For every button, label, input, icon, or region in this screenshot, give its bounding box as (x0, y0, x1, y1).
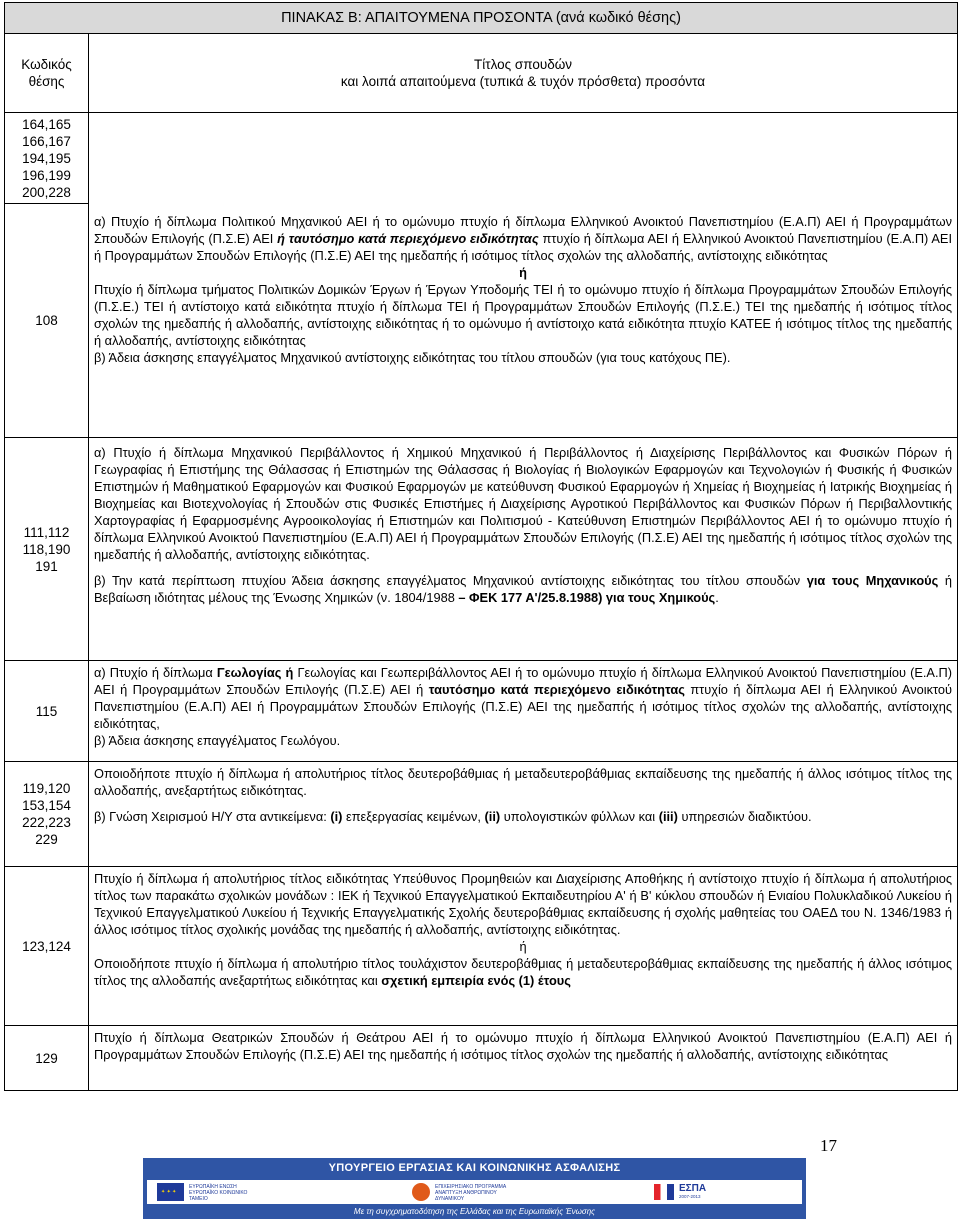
emphasis-text: για τους Μηχανικούς (806, 573, 939, 588)
position-code-header-line1: Κωδικός (21, 57, 72, 72)
text-run: α) Πτυχίο ή δίπλωμα Πολιτικού Μηχανικού ΑΕΙ ή το ομώνυμο πτυχίο ή δίπλωμα Ελληνικού Ανοικτού Πανεπιστημίου (Ε.Α.Π) ΑΕΙ ή Προγραμμάτων Σπουδών Επιλογής (Π.Σ.Ε) ΑΕΙ (94, 214, 953, 246)
emphasis-text: (iii) (658, 809, 678, 824)
text-run: β) Άδεια άσκησης επαγγέλματος Μηχανικού αντίστοιχης ειδικότητας του τίτλου σπουδών (για τους κατόχους ΠΕ). (94, 350, 731, 365)
position-code-115: 115 (5, 661, 89, 762)
eu-label: ΕΥΡΩΠΑΪΚΗ ΕΝΩΣΗ ΕΥΡΩΠΑΪΚΟ ΚΟΙΝΩΝΙΚΟ ΤΑΜΕΙΟ (189, 1184, 248, 1202)
position-codes (5, 762, 89, 867)
position-code: 196,199 (22, 167, 71, 183)
page-number: 17 (820, 1136, 837, 1155)
license-requirement (94, 349, 952, 366)
position-code: 166,167 (22, 133, 71, 149)
position-code-header (5, 34, 89, 113)
position-code: 191 (35, 558, 58, 574)
qualification-paragraph (94, 808, 952, 825)
qualification-paragraph (94, 213, 952, 264)
espa-period: 2007-2013 (679, 1194, 701, 1199)
emphasis-text: ταυτόσημο κατά περιεχόμενο ειδικότητας (428, 682, 685, 697)
qualification-paragraph (94, 664, 952, 732)
qualifications-111 (89, 438, 958, 661)
table-row (5, 762, 958, 867)
text-run: . (715, 590, 719, 605)
position-code: 194,195 (22, 150, 71, 166)
position-code-123: 123,124 (5, 867, 89, 1026)
position-code: 222,223 (22, 815, 71, 830)
position-codes (5, 438, 89, 661)
eu-flag-icon (157, 1183, 184, 1201)
table-row (5, 113, 958, 204)
or-separator: ή (519, 265, 527, 280)
qualification-paragraph: Πτυχίο ή δίπλωμα ή απολυτήριος τίτλος ειδικότητας Υπεύθυνος Προμηθειών και Διαχείρισης Αποθήκης ή αντίστοιχο πτυχίο ή δίπλωμα ή απολυτήριος τίτλος των παρακάτω σχολικών μονάδων : ΙΕΚ ή Τεχνικού Επαγγελματικού Εκπαιδευτηρίου Α' ή Β' κύκλου σπουδών ή Ενιαίου Πολυκλαδικού Λυκείου ή Τεχνικού Επαγγελματικού Λυκείου ή Τεχνικής Επαγγελματικής Σχολής δευτεροβάθμιας εκπαίδευσης ή σχολής μαθητείας του ΟΑΕΔ του Ν. 1346/1983 ή άλλος ισότιμος τίτλος σχολικής μονάδας της ημεδαπής ή αλλοδαπής, αντίστοιχης ειδικότητας. (94, 871, 953, 937)
position-code-108: 108 (5, 204, 89, 438)
ministry-title: ΥΠΟΥΡΓΕΙΟ ΕΡΓΑΣΙΑΣ ΚΑΙ ΚΟΙΝΩΝΙΚΗΣ ΑΣΦΑΛΙΣΗΣ (328, 1162, 621, 1174)
text-run: β) Την κατά περίπτωση πτυχίου Άδεια άσκησης επαγγέλματος Μηχανικού αντίστοιχης ειδικότητας του τίτλου σπουδών (94, 573, 807, 588)
position-code: 153,154 (22, 798, 71, 813)
program-label: ΕΠΙΧΕΙΡΗΣΙΑΚΟ ΠΡΟΓΡΑΜΜΑ ΑΝΑΠΤΥΞΗ ΑΝΘΡΩΠΙΝΟΥ ΔΥΝΑΜΙΚΟΥ (435, 1184, 506, 1202)
qualifications-119 (89, 762, 958, 867)
text-run: υπηρεσιών διαδικτύου. (677, 809, 812, 824)
emphasis-text: (ii) (484, 809, 501, 824)
cofinance-note: Με τη συγχρηματοδότηση της Ελλάδας και της Ευρωπαϊκής Ένωσης (353, 1207, 596, 1216)
table-row (5, 1026, 958, 1091)
text-run: πτυχίο ή δίπλωμα ΑΕΙ ή Ελληνικού Ανοικτού Πανεπιστημίου (Ε.Α.Π) ΑΕΙ ή Προγραμμάτων Σπουδών Επιλογής (Π.Σ.Ε) ΑΕΙ της ημεδαπής ή ισότιμος τίτλος σχολών της αλλοδαπής, αντίστοιχης ειδικότητας (94, 231, 953, 263)
position-code: 119,120 (22, 781, 71, 796)
text-run: επεξεργασίας κειμένων, (342, 809, 485, 824)
position-code-header-line2: θέσης (28, 74, 65, 89)
qualifications-header (89, 34, 958, 113)
license-requirement: β) Άδεια άσκησης επαγγέλματος Γεωλόγου. (94, 733, 341, 748)
table-header-row (5, 34, 958, 113)
text-run: ή Βεβαίωση ιδιότητας μέλους της Ένωσης Χημικών (ν. 1804/1988 (94, 573, 953, 605)
text-run: πτυχίο ή δίπλωμα ΑΕΙ ή Ελληνικού Ανοικτού Πανεπιστημίου (Ε.Α.Π) ΑΕΙ ή Προγραμμάτων Σπουδών Επιλογής (Π.Σ.Ε) ΑΕΙ της ημεδαπής ή ισότιμος τίτλος σχολών της αλλοδαπής, αντίστοιχης ειδικότητας, (94, 682, 953, 731)
text-run: Γεωλογίας και Γεωπεριβάλλοντος ΑΕΙ ή το ομώνυμο πτυχίο ή δίπλωμα Ελληνικού Ανοικτού Πανεπιστημίου (Ε.Α.Π) ΑΕΙ ή Προγραμμάτων Σπουδών Επιλογής (Π.Σ.Ε) ΑΕΙ ή (94, 665, 953, 697)
emphasis-text: ή ταυτόσημο κατά περιεχόμενο ειδικότητας (277, 231, 539, 246)
espa-logo-icon (654, 1184, 674, 1200)
position-code: 229 (35, 832, 58, 847)
emphasis-text: σχετική εμπειρία ενός (1) έτους (381, 973, 571, 988)
program-logo-icon (412, 1183, 430, 1201)
qualifications-129: Πτυχίο ή δίπλωμα Θεατρικών Σπουδών ή Θεάτρου ΑΕΙ ή το ομώνυμο πτυχίο ή δίπλωμα Ελληνικού Ανοικτού Πανεπιστημίου (Ε.Α.Π) ΑΕΙ ή Προγραμμάτων Σπουδών Επιλογής (Π.Σ.Ε) ΑΕΙ της ημεδαπής ή ισότιμος τίτλος σχολών της ημεδαπής ή αλλοδαπής, αντίστοιχης ειδικότητας (89, 1026, 958, 1091)
text-run: α) Πτυχίο ή δίπλωμα (94, 665, 217, 680)
qualifications-header-line2: και λοιπά απαιτούμενα (τυπικά & τυχόν πρόσθετα) προσόντα (340, 74, 706, 89)
qualification-paragraph: Πτυχίο ή δίπλωμα τμήματος Πολιτικών Δομικών Έργων ή Έργων Υποδομής ΤΕΙ ή το ομώνυμο πτυχίο ή δίπλωμα Προγραμμάτων Σπουδών Επιλογής (Π.Σ.Ε.) ΤΕΙ ή αντίστοιχο κατά ειδικότητα πτυχίο ή δίπλωμα ΤΕΙ ή Προγραμμάτων Σπουδών Επιλογής (Π.Σ.Ε.) ΤΕΙ της ημεδαπής ή ισότιμος τίτλος σχολών της ημεδαπής ή αλλοδαπής, αντίστοιχης ειδικότητας ή το ομώνυμο ή αντίστοιχο κατά ειδικότητα πτυχίο ΚΑΤΕΕ ή ισότιμος τίτλος της ημεδαπής ή αλλοδαπής, αντίστοιχης ειδικότητας (94, 282, 953, 348)
position-code: 118,190 (22, 541, 71, 557)
or-separator: ή (519, 939, 527, 954)
text-run: β) Γνώση Χειρισμού Η/Υ στα αντικείμενα: (94, 809, 331, 824)
position-code-129: 129 (5, 1026, 89, 1091)
table-row (5, 661, 958, 762)
qualification-paragraph (94, 955, 952, 989)
position-code: 200,228 (22, 184, 71, 200)
text-run: υπολογιστικών φύλλων και (500, 809, 659, 824)
logo-strip (147, 1180, 802, 1204)
qualification-paragraph (94, 572, 952, 606)
emphasis-text: Γεωλογίας ή (216, 665, 294, 680)
position-code: 111,112 (23, 524, 70, 540)
table-row (5, 867, 958, 1026)
qualification-paragraph: α) Πτυχίο ή δίπλωμα Μηχανικού Περιβάλλοντος ή Χημικού Μηχανικού ή Περιβάλλοντος ή Διαχείρισης Περιβάλλοντος και Φυσικών Πόρων ή Γεωγραφίας ή Επιστήμης της Θάλασσας ή Επιστημών της Θάλασσας ή Βιολογίας ή Βιολογικών Εφαρμογών και Τεχνολογιών ή Φυσικής ή Φυσικών Επιστημών ή Μαθηματικού Εφαρμογών και Φυσικού Εφαρμογών με κατεύθυνση Φυσικού Εφαρμογών ή Χημείας ή Βιοχημείας ή Ιατρικής Βιοχημείας ή Βιοχημείας και Βιοτεχνολογίας ή Σπουδών στις Φυσικές Επιστήμες ή Διαχείρισης Αγροτικού Περιβάλλοντος και Φυσικών Πόρων ή Περιβαλλοντικής Χαρτογραφίας ή Εφαρμοσμένης Αγροοικολογίας ή Επιστημών και Πολιτισμού - Κατεύθυνση Επιστημών Περιβάλλοντος ΑΕΙ ή το ομώνυμο πτυχίο ή δίπλωμα Ελληνικού Ανοικτού Πανεπιστημίου (Ε.Α.Π) ΑΕΙ ή Προγραμμάτων Σπουδών Επιλογής (Π.Σ.Ε) ΑΕΙ της ημεδαπής ή ισότιμος τίτλος σχολών της ημεδαπής ή αλλοδαπής, αντίστοιχης ειδικότητας. (94, 445, 953, 562)
qualification-paragraph: Οποιοδήποτε πτυχίο ή δίπλωμα ή απολυτήριος τίτλος δευτεροβάθμιας ή μεταδευτεροβάθμιας εκπαίδευσης της ημεδαπής ή άλλος ισότιμος τίτλος της αλλοδαπής, ανεξαρτήτως ειδικότητας. (94, 766, 953, 798)
qualifications-115 (89, 661, 958, 762)
emphasis-text: (i) (330, 809, 343, 824)
requirements-table (4, 2, 958, 1091)
table-row (5, 438, 958, 661)
text-run: Οποιοδήποτε πτυχίο ή δίπλωμα ή απολυτήριο τίτλος τουλάχιστον δευτεροβάθμιας ή μεταδευτεροβάθμιας εκπαίδευσης της ημεδαπής ή άλλος ισότιμος τίτλος της αλλοδαπής ανεξαρτήτως ειδικότητας και (94, 956, 953, 988)
table-title-row (5, 3, 958, 34)
qualifications-header-line1: Τίτλος σπουδών (473, 57, 573, 72)
footer-banner (143, 1158, 806, 1219)
position-code: 164,165 (22, 116, 71, 132)
qualifications-123 (89, 867, 958, 1026)
emphasis-text: για τους Χημικούς (602, 590, 716, 605)
emphasis-text: – ΦΕΚ 177 Α'/25.8.1988) (458, 590, 603, 605)
position-codes (5, 113, 89, 204)
espa-label: ΕΣΠΑ (679, 1183, 707, 1194)
qualifications-108 (89, 113, 958, 438)
table-title: ΠΙΝΑΚΑΣ Β: ΑΠΑΙΤΟΥΜΕΝΑ ΠΡΟΣΟΝΤΑ (ανά κωδικό θέσης) (5, 3, 958, 34)
